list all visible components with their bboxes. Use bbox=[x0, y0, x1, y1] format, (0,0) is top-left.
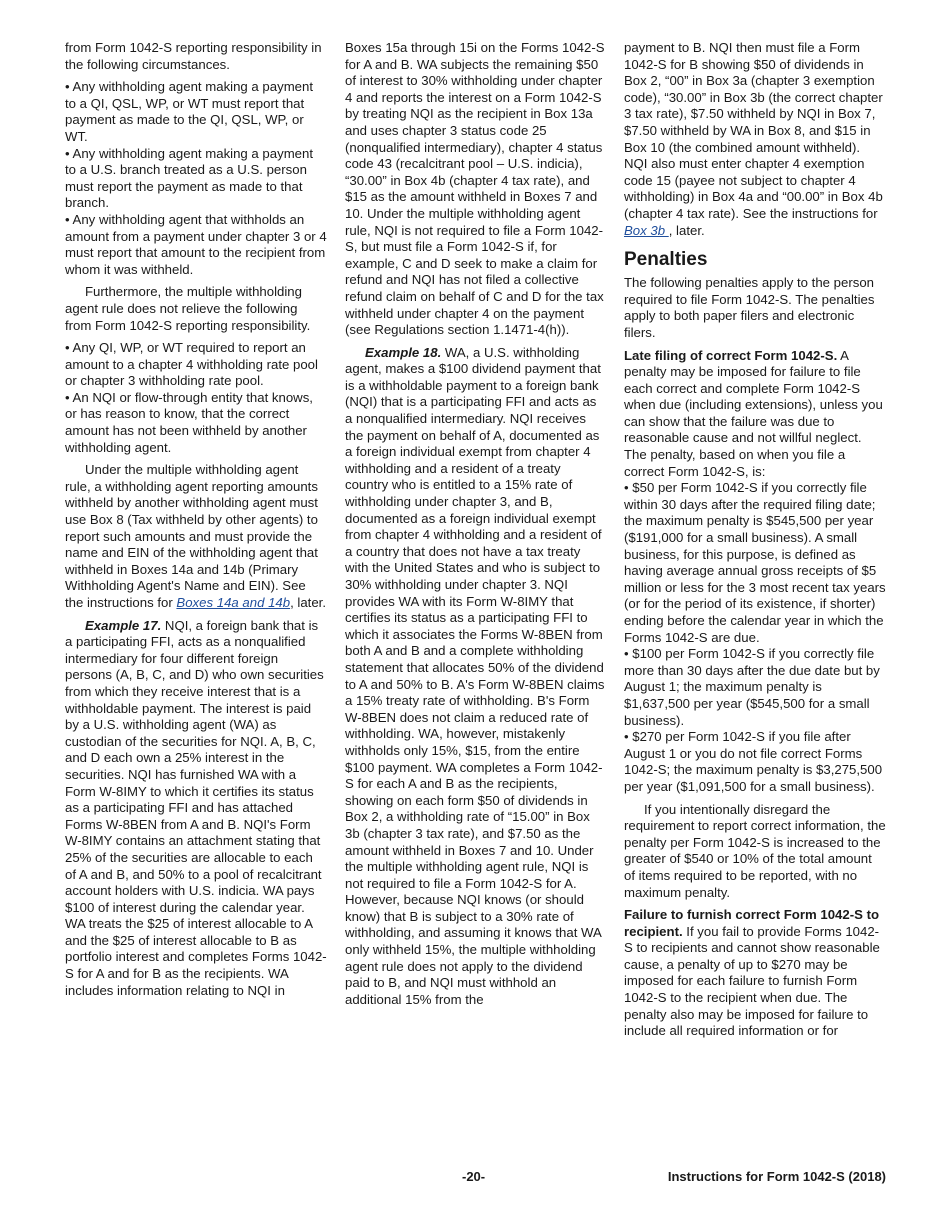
paragraph-text: , later. bbox=[290, 595, 326, 610]
column-middle bbox=[345, 40, 607, 1014]
paragraph-text: Under the multiple withholding agent rule, a withholding agent reporting amounts withheld by another withholding agent must use Box 8 (Tax withheld by other agents) to report such amounts and must provide the name and EIN of the withholding agent that withheld in Boxes 14a and 14b (Primary Withholding Agent's Name and EIN). See the instructions for bbox=[65, 462, 318, 610]
paragraph bbox=[624, 40, 886, 239]
example-17 bbox=[65, 618, 327, 1000]
boxes-14a-14b-link[interactable]: Boxes 14a and 14b bbox=[176, 595, 291, 610]
column-right bbox=[624, 40, 886, 1046]
failure-to-furnish-paragraph bbox=[624, 907, 886, 1040]
penalties-heading: Penalties bbox=[624, 249, 708, 271]
paragraph: from Form 1042-S reporting responsibility in the following circumstances. bbox=[65, 40, 322, 72]
bullet-item: • Any withholding agent that withholds an amount from a payment under chapter 3 or 4 must report that amount to the recipient from whom it was withheld. bbox=[65, 211, 327, 277]
paragraph: If you intentionally disregard the requirement to report correct information, the penalty per Form 1042-S is increased to the greater of $540 or 10% of the total amount of items required to be reported, with no maximum penalty. bbox=[624, 801, 886, 900]
run-in-heading: Failure to furnish correct Form 1042-S to recipient. bbox=[624, 907, 880, 939]
example-text: WA, a U.S. withholding agent, makes a $100 dividend payment that is a withholdable payment to a foreign bank (NQI) that is a participating FFI and acts as a nonqualified intermediary. NQI receives the payment on behalf of A, documented as a foreign individual exempt from chapter 4 withholding and a resident of a treaty country who is entitled to a 15% rate of withholding under chapter 3, and B, documented as a foreign individual exempt from chapter 4 withholding and a resident of a country that does not have a tax treaty with the United States and who is subject to 30% withholding under chapter 3. NQI provides WA with its Form W-8IMY that certifies its status as a participating FFI to which it associates the Forms W-8BEN from both A and B and a complete withholding statement that allocates 50% of the dividend to A and 50% to B. A's Form W-8BEN claims a 15% treaty rate of withholding. B's Form W-8BEN does not claim a reduced rate of withholding. WA, however, mistakenly withholds only 15%, $15, from the entire $100 payment. WA completes a Form 1042-S for each A and B as the recipients, showing on each form $50 of dividends in Box 2, a withholding rate of “15.00” in Box 3b (chapter 3 tax rate), and $7.50 as the amount withheld in Boxes 7 and 10. Under the multiple withholding agent rule, NQI is not required to file a Form 1042-S for A. However, because NQI knows (or should know) that B is subject to a 30% rate of withholding, and assuming it knows that WA only withheld 15%, the multiple withholding agent rule does not apply to the dividend paid to B, and NQI must withhold an additional 15% from the bbox=[345, 344, 605, 1007]
page-number: -20- bbox=[462, 1169, 486, 1184]
example-18 bbox=[345, 345, 607, 1009]
bullet-item: • An NQI or flow-through entity that knows, or has reason to know, that the correct amount has not been withheld by another withholding agent. bbox=[65, 389, 313, 455]
example-text: NQI, a foreign bank that is a participating FFI, acts as a nonqualified intermediary for four different foreign persons (A, B, C, and D) who own securities from which they receive interest that is a withholdable payment. The interest is paid by a U.S. withholding agent (WA) as custodian of the securities for NQI. A, B, C, and D each own a 25% interest in the securities. NQI has furnished WA with a Form W-8IMY to which it certifies its status as a participating FFI and has attached Forms W-8BEN from A and B. NQI's Form W-8IMY contains an attachment stating that 25% of the securities are allocable to each of A and B, and 50% to a pool of recalcitrant account holders with U.S. indicia. WA pays $100 of interest during the calendar year. WA treats the $25 of interest allocable to A and the $25 of interest allocable to B as portfolio interest and completes Forms 1042-S for A and for B as the recipients. WA includes information relating to NQI in bbox=[65, 617, 327, 998]
example-label: Example 17. bbox=[85, 617, 162, 633]
bullet-item: • Any QI, WP, or WT required to report an amount to a chapter 4 withholding rate pool or chapter 3 withholding rate pool. bbox=[65, 340, 318, 389]
paragraph bbox=[65, 462, 327, 611]
paragraph-text: , later. bbox=[668, 222, 705, 238]
paragraph-text: If you fail to provide Forms 1042-S to recipients and cannot show reasonable cause, a penalty of up to $270 may be imposed for each failure to furnish Form 1042-S to the recipient when due. The penalty also may be imposed for failure to include all required information or for bbox=[624, 923, 880, 1039]
bullet-item: • $270 per Form 1042-S if you file after August 1 or you do not file correct Forms 1042-S; the maximum penalty is $3,275,500 per year ($1,091,500 for a small business). bbox=[624, 729, 883, 794]
form-title: Instructions for Form 1042-S (2018) bbox=[667, 1169, 886, 1184]
example-label: Example 18. bbox=[365, 344, 442, 360]
paragraph-text: payment to B. NQI then must file a Form 1042-S for B showing $50 of dividends in Box 2, “00” in Box 3a (chapter 3 exemption code), “30.00” in Box 3b (the correct chapter 3 tax rate), $7.50 withheld by NQI in Box 7, $7.50 withheld by WA in Box 8, and $15 in Box 10 (the combined amount withheld). NQI also must enter chapter 4 exemption code 15 (payee not subject to chapter 4 withholding) in Box 4a and “00.00” in Box 4b (chapter 4 tax rate). See the instructions for bbox=[624, 40, 883, 221]
bullet-item: • Any withholding agent making a payment to a QI, QSL, WP, or WT must report that payment as made to the QI, QSL, WP, or WT. bbox=[65, 79, 314, 144]
paragraph-text: A penalty may be imposed for failure to file each correct and complete Form 1042-S when due (including extensions), unless you can show that the failure was due to reasonable cause and not willful neglect. The penalty, based on when you file a correct Form 1042-S, is: bbox=[624, 347, 883, 479]
bullet-item: • $100 per Form 1042-S if you correctly file more than 30 days after the due date but by August 1; the maximum penalty is $1,637,500 per year ($545,500 for a small business). bbox=[624, 646, 880, 728]
paragraph: Furthermore, the multiple withholding agent rule does not relieve the following from Form 1042-S reporting responsibility. bbox=[65, 284, 311, 333]
box-3b-link[interactable]: Box 3b bbox=[624, 222, 669, 238]
bullet-item: • $50 per Form 1042-S if you correctly file within 30 days after the required filing date; the maximum penalty is $545,500 per year ($191,000 for a small business). A small business, for this purpose, is defined as having average annual gross receipts of $5 million or less for the 3 most recent tax years (or for the period of its existence, if shorter) ending before the calendar year in which the Forms 1042-S are due. bbox=[624, 480, 886, 645]
column-left bbox=[65, 40, 327, 1005]
paragraph: The following penalties apply to the person required to file Form 1042-S. The penalties apply to both paper filers and electronic filers. bbox=[624, 275, 875, 340]
bullet-item: • Any withholding agent making a payment to a U.S. branch treated as a U.S. person must report the payment as made to that branch. bbox=[65, 145, 314, 211]
run-in-heading: Late filing of correct Form 1042-S. bbox=[624, 347, 838, 363]
late-filing-paragraph bbox=[624, 348, 886, 481]
paragraph: Boxes 15a through 15i on the Forms 1042-S for A and B. WA subjects the remaining $50 of interest to 30% withholding under chapter 4 and reports the interest on a Form 1042-S by treating NQI as the recipient in Box 13a and uses chapter 3 status code 25 (nonqualified intermediary), chapter 4 status code 43 (recalcitrant pool – U.S. indicia), “30.00” in Box 4b (chapter 4 tax rate), and $15 as the amount withheld in Boxes 7 and 10. Under the multiple withholding agent rule, NQI is not required to file a Form 1042-S, but must file a Form 1042-S if, for example, C and D seek to make a claim for refund and NQI has not filed a collective refund claim on behalf of C and D for the tax withheld under chapter 4 on the payment (see Regulations section 1.1471-4(h)). bbox=[345, 40, 605, 338]
